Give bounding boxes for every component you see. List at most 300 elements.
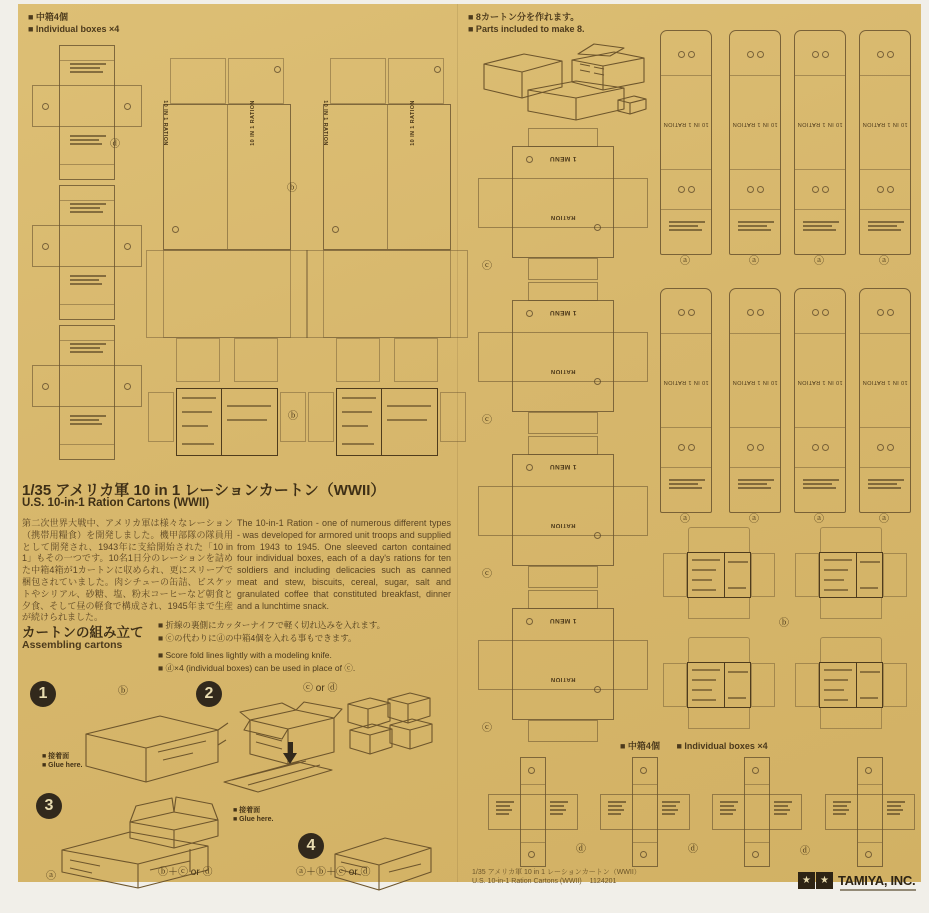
step-2-part-mark: ⓒ or ⓓ (303, 683, 338, 694)
registration-dot-icon (526, 310, 533, 317)
registration-dot-icon (434, 66, 441, 73)
part-mark: ⓑ (287, 183, 297, 194)
registration-dot-icon (42, 243, 49, 250)
table-text-bar (692, 689, 712, 691)
table-divider (724, 663, 725, 707)
table-text-bar (860, 697, 878, 699)
stamp-text-block (887, 799, 905, 817)
individual-box-net (32, 325, 142, 460)
step-1-badge: 1 (30, 681, 56, 707)
contents-table (687, 552, 751, 598)
footer-product-en: U.S. 10-in-1 Ration Cartons (WWII) (472, 878, 582, 885)
stamp-text-block (803, 219, 839, 233)
glue-note-1 (42, 752, 82, 770)
large-carton-net (306, 58, 468, 460)
fold-line (730, 75, 780, 76)
fold-line (860, 169, 910, 170)
carton-panel-net (663, 527, 775, 620)
assembly-note-1: ■ 折線の裏側にカッターナイフで軽く切れ込みを入れます。 (158, 620, 386, 630)
fold-line (860, 333, 910, 334)
fold-line (795, 75, 845, 76)
part-mark: ⓓ (110, 139, 120, 150)
glue-note-2 (233, 806, 273, 824)
fold-line (860, 209, 910, 210)
table-text-bar (692, 679, 716, 681)
table-text-bar (182, 425, 208, 427)
brand-address-line (840, 889, 916, 891)
net-flap (330, 58, 386, 104)
table-text-bar (182, 397, 216, 399)
tamiya-star-logo-icon (816, 872, 833, 889)
contents-table (687, 662, 751, 708)
step-4-part-mark: ⓐ＋ⓑ＋ⓒ or ⓓ (296, 867, 371, 878)
table-text-bar (692, 569, 716, 571)
fold-line (661, 75, 711, 76)
ration-stamp: 10 IN 1 RATION (162, 100, 168, 146)
sleeve-stamp: 10 IN 1 RATION (732, 379, 778, 385)
fold-line (633, 784, 657, 785)
sleeve-outline (660, 288, 712, 513)
ration-stamp: RATION (550, 214, 576, 220)
sleeve-stamp: 10 IN 1 RATION (862, 121, 908, 127)
individual-box-net (32, 185, 142, 320)
fold-line (860, 427, 910, 428)
stamp-text-block (868, 477, 904, 491)
fold-line (661, 467, 711, 468)
carton-panel-net (663, 637, 775, 730)
table-text-bar (227, 419, 267, 421)
table-divider (381, 389, 382, 455)
net-flap (795, 553, 819, 597)
registration-dot-icon (526, 464, 533, 471)
registration-dots-icon (812, 51, 829, 58)
table-text-bar (824, 689, 844, 691)
sleeve-net (660, 30, 712, 270)
ration-stamp: RATION (550, 368, 576, 374)
registration-dots-icon (678, 186, 695, 193)
fold-line (730, 333, 780, 334)
menu-box-net (478, 128, 648, 280)
registration-dots-icon (678, 309, 695, 316)
top-left-note-line2: ■ Individual boxes ×4 (28, 24, 120, 34)
table-text-bar (824, 699, 848, 701)
sleeve-outline (859, 288, 911, 513)
table-text-bar (387, 419, 427, 421)
carton-panel-net (795, 637, 907, 730)
registration-dot-icon (594, 686, 601, 693)
product-title-jp: 1/35 アメリカ軍 10 in 1 レーションカートン（WWII） (22, 482, 386, 499)
top-left-note-line1: ■ 中箱4個 (28, 12, 68, 22)
assembly-note-2: ■ ⓒの代わりにⓓの中箱4個を入れる事もできます。 (158, 633, 357, 643)
fold-line (860, 75, 910, 76)
step-3-sleeved-box-drawing (50, 820, 220, 892)
net-flap (440, 392, 466, 442)
fold-line (521, 784, 545, 785)
sleeve-stamp: 10 IN 1 RATION (663, 379, 709, 385)
step-2-sleeve-sheet-drawing (220, 754, 335, 804)
table-text-bar (824, 669, 852, 671)
sleeve-stamp: 10 IN 1 RATION (797, 379, 843, 385)
tamiya-star-logo-icon (798, 872, 815, 889)
fold-line (745, 842, 769, 843)
net-flap (688, 597, 750, 619)
registration-dot-icon (124, 383, 131, 390)
net-flap (528, 590, 598, 609)
assembly-heading-jp: カートンの組み立て (22, 625, 144, 640)
part-mark: ⓐ (879, 514, 889, 525)
net-flap (883, 663, 907, 707)
fold-line (795, 169, 845, 170)
fold-line (661, 169, 711, 170)
bottom-right-note (620, 740, 768, 752)
stamp-text-block (496, 799, 514, 817)
step-3-badge: 3 (36, 793, 62, 819)
fold-line (858, 784, 882, 785)
registration-dots-icon (877, 444, 894, 451)
step-4-badge: 4 (298, 833, 324, 859)
contents-table (819, 662, 883, 708)
registration-dots-icon (812, 186, 829, 193)
net-flap (688, 637, 750, 663)
individual-box-net (488, 757, 578, 867)
individual-box-net (712, 757, 802, 867)
registration-dot-icon (526, 156, 533, 163)
registration-dot-icon (332, 226, 339, 233)
sleeve-outline (794, 30, 846, 255)
sleeve-net (794, 30, 846, 270)
registration-dot-icon (640, 767, 647, 774)
stamp-text-block (774, 799, 792, 817)
net-flap (820, 637, 882, 663)
net-flap (820, 527, 882, 553)
glue-note-jp: ■ 接着面 (233, 807, 261, 814)
net-flap (751, 663, 775, 707)
description-jp: 第二次世界大戦中、アメリカ軍は様々なレーション（携帯用糧食）を開発しました。機甲部隊の隊員用として開発され、1943年に支給開始された「10 in 1」もその一つです。10名1日分のレーションを詰めた中箱4箱が1カートンに収められ、更にスリーブで梱包されていました。肉シチューの缶詰、ビスケットやシリアル、砂糖、塩、粉末コーヒーなど朝食と夕食、そして昼の軽食で構成され、1945年まで生産が続けられました。 (22, 518, 233, 623)
individual-box-net (600, 757, 690, 867)
panel-divider (227, 105, 228, 249)
net-flap (148, 392, 174, 442)
fold-line (860, 467, 910, 468)
stamp-text-block (738, 219, 774, 233)
ration-stamp: 10 IN 1 RATION (322, 100, 328, 146)
stamp-text-block (70, 413, 106, 427)
table-divider (856, 553, 857, 597)
menu-stamp: 1 MENU (549, 309, 577, 316)
registration-dots-icon (747, 444, 764, 451)
fold-line (858, 842, 882, 843)
fold-line (795, 427, 845, 428)
table-text-bar (824, 679, 848, 681)
table-text-bar (860, 587, 878, 589)
assembly-heading-en: Assembling cartons (22, 639, 123, 651)
individual-box-net (32, 45, 142, 180)
net-flap (688, 707, 750, 729)
registration-dot-icon (865, 851, 872, 858)
stamp-text-block (550, 799, 568, 817)
step-3-part-mark-right: ⓑ＋ⓒ or ⓓ (158, 867, 213, 878)
net-flap (528, 282, 598, 301)
net-flap (394, 338, 438, 382)
registration-dots-icon (747, 186, 764, 193)
net-flap (308, 392, 334, 442)
table-text-bar (860, 671, 880, 673)
contents-table (336, 388, 438, 456)
menu-stamp: 1 MENU (549, 463, 577, 470)
fold-line (661, 209, 711, 210)
registration-dot-icon (274, 66, 281, 73)
sleeve-outline (729, 30, 781, 255)
registration-dot-icon (594, 532, 601, 539)
sleeve-outline (794, 288, 846, 513)
stamp-text-block (669, 219, 705, 233)
footer-product-info (472, 868, 641, 886)
table-text-bar (860, 561, 880, 563)
table-divider (724, 553, 725, 597)
part-mark: ⓑ (288, 411, 298, 422)
sleeve-net (729, 30, 781, 270)
bottom-right-note-line2: ■ Individual boxes ×4 (676, 741, 768, 751)
table-text-bar (342, 397, 376, 399)
table-text-bar (692, 589, 716, 591)
table-text-bar (728, 671, 748, 673)
table-text-bar (824, 579, 844, 581)
net-flap (820, 597, 882, 619)
fold-line (60, 304, 114, 305)
net-flap (528, 258, 598, 280)
registration-dot-icon (528, 851, 535, 858)
assembly-note-3: ■ Score fold lines lightly with a modeling knife. (158, 650, 332, 660)
table-text-bar (692, 579, 712, 581)
table-text-bar (824, 589, 848, 591)
table-divider (856, 663, 857, 707)
table-text-bar (342, 425, 368, 427)
ration-stamp: RATION (550, 522, 576, 528)
part-mark: ⓓ (800, 846, 810, 857)
registration-dot-icon (752, 767, 759, 774)
net-flap (663, 663, 687, 707)
stamp-text-block (70, 133, 106, 147)
net-side-wings (478, 332, 648, 382)
stamp-text-block (608, 799, 626, 817)
fold-line (730, 169, 780, 170)
table-text-bar (692, 699, 716, 701)
net-flap (751, 553, 775, 597)
net-flap (228, 58, 284, 104)
registration-dots-icon (877, 309, 894, 316)
step-3-part-mark-left: ⓐ (46, 871, 56, 882)
table-text-bar (824, 569, 848, 571)
net-side-wings (478, 640, 648, 690)
table-text-bar (728, 587, 746, 589)
table-divider (221, 389, 222, 455)
net-flap (336, 338, 380, 382)
table-text-bar (342, 443, 374, 445)
footer-item-code: 1124201 (589, 878, 617, 885)
menu-box-net (478, 282, 648, 434)
stamp-text-block (738, 477, 774, 491)
net-main-panels (163, 104, 291, 250)
net-flap (883, 553, 907, 597)
table-text-bar (227, 405, 271, 407)
carton-panel-net (795, 527, 907, 620)
star-glyph: ★ (802, 875, 811, 886)
stamp-text-block (833, 799, 851, 817)
sleeve-outline (660, 30, 712, 255)
part-mark: ⓐ (680, 256, 690, 267)
registration-dot-icon (640, 851, 647, 858)
fold-line (745, 784, 769, 785)
menu-box-net (478, 436, 648, 588)
registration-dot-icon (528, 767, 535, 774)
part-mark: ⓓ (576, 844, 586, 855)
fold-line (60, 444, 114, 445)
net-flap (688, 527, 750, 553)
registration-dot-icon (42, 383, 49, 390)
sleeve-net (660, 288, 712, 528)
fold-line (795, 209, 845, 210)
footer-product-jp: 1/35 アメリカ軍 10 in 1 レーションカートン（WWII） (472, 869, 641, 876)
product-title-en: U.S. 10-in-1 Ration Cartons (WWII) (22, 497, 210, 509)
registration-dot-icon (752, 851, 759, 858)
part-mark: ⓒ (482, 569, 492, 580)
table-text-bar (692, 669, 720, 671)
step-2-inner-boxes-drawing (342, 688, 434, 760)
table-text-bar (182, 411, 212, 413)
star-glyph: ★ (820, 875, 829, 886)
sleeve-net (794, 288, 846, 528)
fold-line (795, 333, 845, 334)
net-flap (170, 58, 226, 104)
glue-note-en: ■ Glue here. (42, 762, 83, 769)
individual-box-net (825, 757, 915, 867)
part-mark: ⓐ (749, 256, 759, 267)
net-side-wings (478, 178, 648, 228)
contents-table (176, 388, 278, 456)
net-flap (795, 663, 819, 707)
table-text-bar (387, 405, 431, 407)
net-lower-panel (323, 250, 451, 338)
registration-dot-icon (124, 103, 131, 110)
sleeve-stamp: 10 IN 1 RATION (732, 121, 778, 127)
table-text-bar (824, 559, 852, 561)
fold-line (730, 467, 780, 468)
net-flap (663, 553, 687, 597)
part-mark: ⓐ (749, 514, 759, 525)
step-1-drawing (68, 700, 233, 788)
stamp-text-block (803, 477, 839, 491)
net-flap (528, 412, 598, 434)
fold-line (661, 427, 711, 428)
part-mark: ⓒ (482, 261, 492, 272)
net-flap (528, 566, 598, 588)
footer-product-en-line (472, 877, 641, 886)
fold-line (730, 209, 780, 210)
large-carton-net (146, 58, 308, 460)
part-mark: ⓒ (482, 723, 492, 734)
brand-name: TAMIYA, INC. (838, 873, 916, 888)
part-mark: ⓒ (482, 415, 492, 426)
registration-dot-icon (172, 226, 179, 233)
fold-line (521, 842, 545, 843)
part-mark: ⓐ (814, 514, 824, 525)
contents-table (819, 552, 883, 598)
top-right-note-line1: ■ 8カートン分を作れます。 (468, 12, 580, 22)
registration-dot-icon (124, 243, 131, 250)
ration-stamp: 10 IN 1 RATION (410, 100, 416, 146)
fold-line (60, 164, 114, 165)
stamp-text-block (669, 477, 705, 491)
assembly-note-4: ■ ⓓ×4 (individual boxes) can be used in place of ⓒ. (158, 663, 356, 673)
registration-dots-icon (812, 444, 829, 451)
sleeve-net (859, 288, 911, 528)
registration-dot-icon (865, 767, 872, 774)
net-flap (820, 707, 882, 729)
net-flap (528, 720, 598, 742)
part-mark: ⓐ (879, 256, 889, 267)
table-text-bar (728, 697, 746, 699)
ration-stamp: 10 IN 1 RATION (250, 100, 256, 146)
net-flap (528, 436, 598, 455)
part-mark: ⓓ (688, 844, 698, 855)
step-1-part-mark: ⓑ (118, 686, 128, 697)
assembly-notes (158, 619, 385, 675)
menu-box-net (478, 590, 648, 742)
bottom-right-note-line1: ■ 中箱4個 (620, 741, 660, 751)
sleeve-net (729, 288, 781, 528)
fold-line (730, 427, 780, 428)
registration-dots-icon (678, 444, 695, 451)
sleeve-outline (859, 30, 911, 255)
step-2-badge: 2 (196, 681, 222, 707)
stamp-text-block (662, 799, 680, 817)
sleeve-stamp: 10 IN 1 RATION (862, 379, 908, 385)
table-text-bar (342, 411, 372, 413)
menu-stamp: 1 MENU (549, 155, 577, 162)
stamp-text-block (70, 273, 106, 287)
registration-dots-icon (747, 51, 764, 58)
registration-dots-icon (678, 51, 695, 58)
sleeve-stamp: 10 IN 1 RATION (663, 121, 709, 127)
fold-line (661, 333, 711, 334)
net-main-panels (323, 104, 451, 250)
net-flap (176, 338, 220, 382)
description-en: The 10-in-1 Ration - one of numerous different types - was developed for armored unit troops and supplied from 1943 to 1945. One sleeved carton contained four individual boxes, each of a day's rations for ten soldiers and including delicacies such as canned meat and stew, biscuits, cereal, sugar, salt and granulated coffee that constituted breakfast, dinner and a lunchtime snack. (237, 518, 451, 611)
registration-dots-icon (747, 309, 764, 316)
part-mark: ⓐ (814, 256, 824, 267)
table-text-bar (728, 561, 748, 563)
glue-note-en: ■ Glue here. (233, 816, 274, 823)
menu-stamp: 1 MENU (549, 617, 577, 624)
ration-stamp: RATION (550, 676, 576, 682)
net-lower-panel (163, 250, 291, 338)
table-text-bar (692, 559, 720, 561)
fold-line (633, 842, 657, 843)
registration-dots-icon (877, 186, 894, 193)
registration-dots-icon (877, 51, 894, 58)
sleeve-net (859, 30, 911, 270)
sleeve-stamp: 10 IN 1 RATION (797, 121, 843, 127)
top-right-note-line2: ■ Parts included to make 8. (468, 24, 585, 34)
stamp-text-block (70, 201, 106, 215)
stamp-text-block (720, 799, 738, 817)
sleeve-outline (729, 288, 781, 513)
net-flap (388, 58, 444, 104)
step-4-finished-carton-drawing (327, 822, 437, 897)
part-mark: ⓑ (779, 618, 789, 629)
net-flap (528, 128, 598, 147)
net-flap (234, 338, 278, 382)
stamp-text-block (70, 61, 106, 75)
